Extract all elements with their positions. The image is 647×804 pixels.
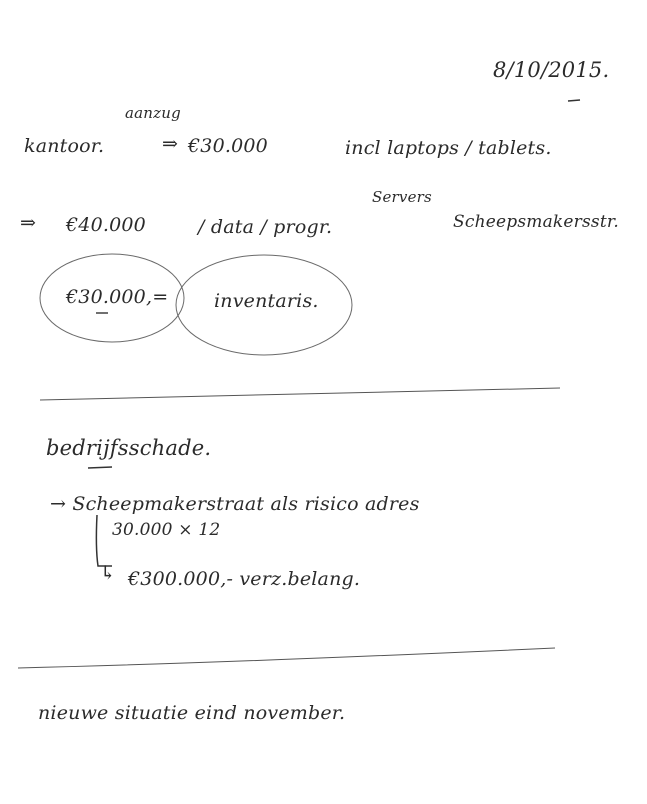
inventory-label: inventaris.	[214, 290, 319, 312]
inventory-amount: €30.000,=	[66, 286, 169, 308]
divider-2	[18, 648, 555, 668]
date-tick	[568, 100, 580, 101]
risk-line: → Scheepmakerstraat als risico adres	[50, 493, 420, 515]
calc-bracket	[96, 515, 112, 566]
heading-underline	[88, 467, 112, 468]
office-label: kantoor.	[24, 135, 105, 157]
office-arrow: ⇒	[162, 133, 179, 155]
data-location: Scheepsmakersstr.	[453, 212, 619, 232]
office-note-above: aanzug	[125, 104, 181, 122]
servers-note: Servers	[372, 188, 432, 206]
date: 8/10/2015.	[493, 58, 610, 82]
data-items: / data / progr.	[198, 216, 333, 238]
data-amount: €40.000	[66, 214, 146, 236]
footer-note: nieuwe situatie eind november.	[38, 702, 346, 724]
office-amount: €30.000	[188, 135, 268, 157]
divider-1	[40, 388, 560, 400]
calc-line: 30.000 × 12	[112, 520, 221, 540]
data-arrow: ⇒	[20, 212, 37, 234]
result-arrow: ↳	[100, 562, 117, 584]
business-heading: bedrijfsschade.	[46, 436, 212, 460]
office-items: incl laptops / tablets.	[345, 137, 552, 159]
result-line: €300.000,- verz.belang.	[128, 568, 361, 590]
